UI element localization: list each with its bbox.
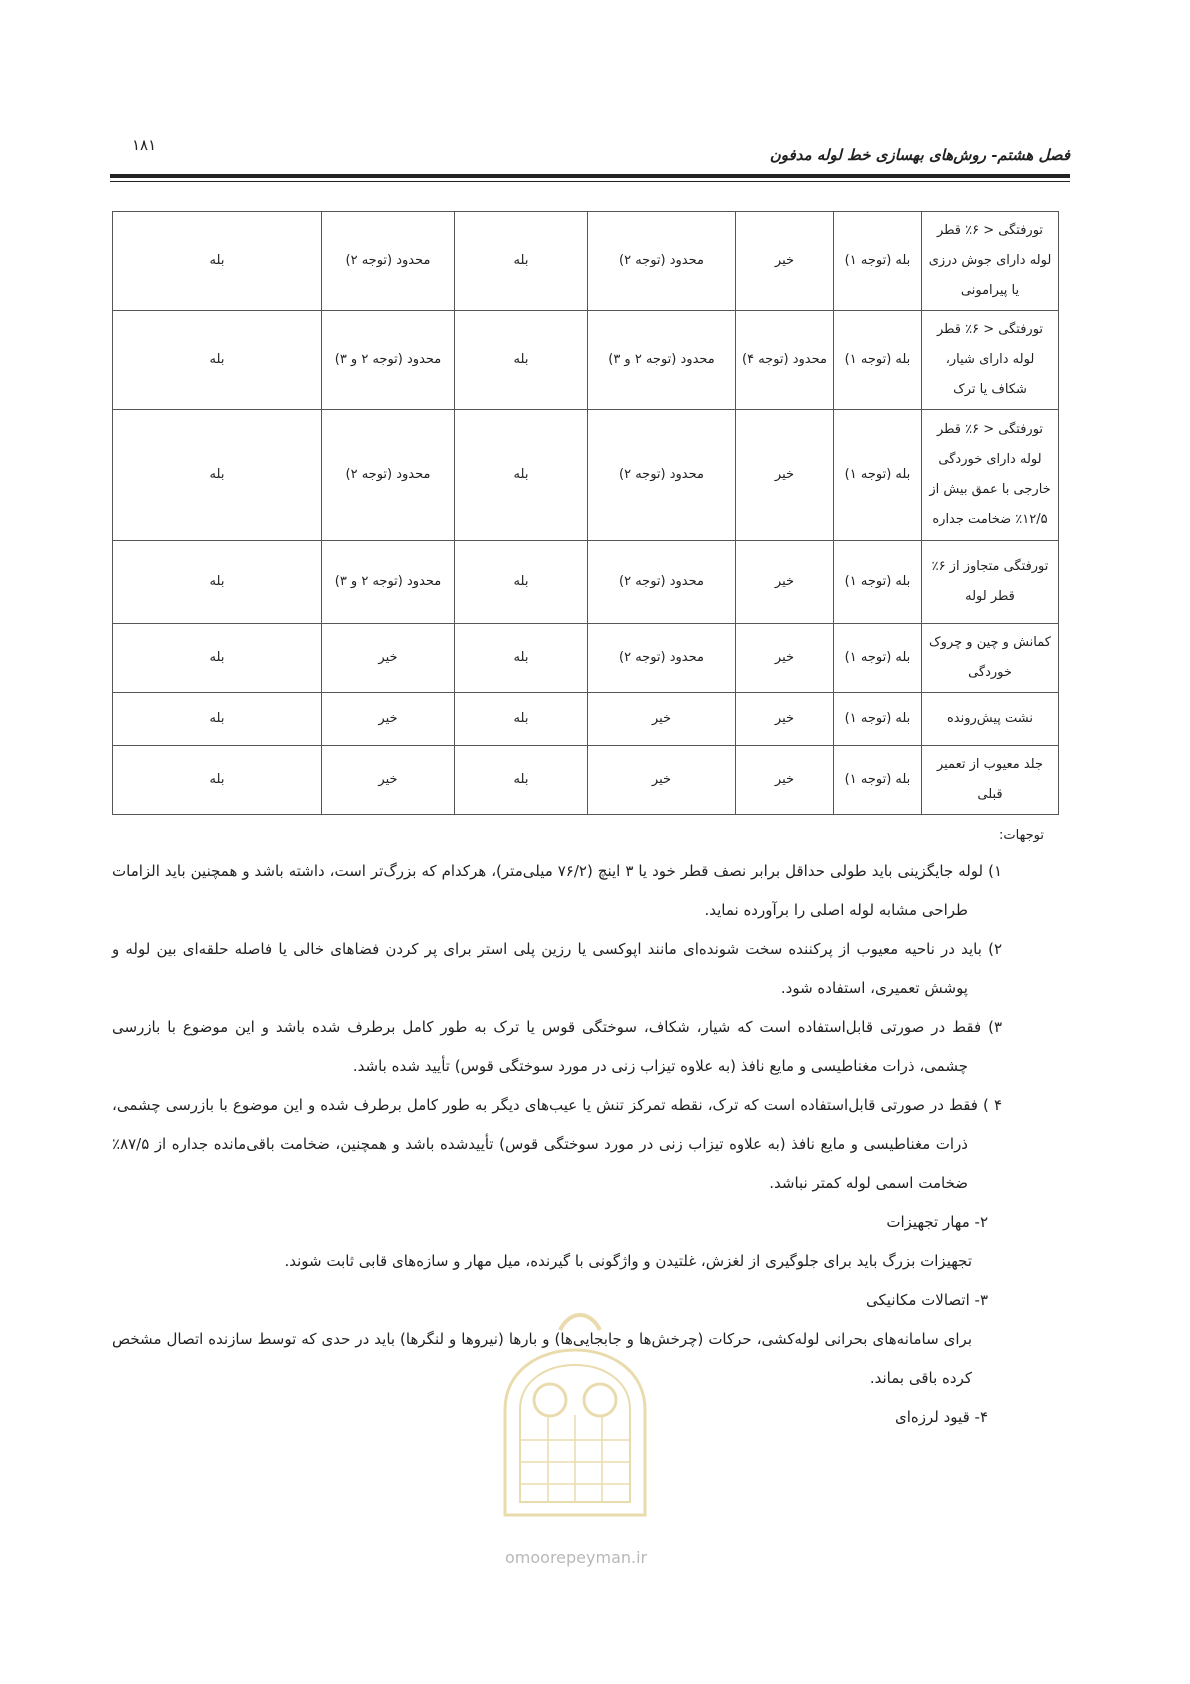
table-cell: بله <box>455 693 588 746</box>
table-cell: بله (توجه ۱) <box>834 212 922 311</box>
defect-cell: تورفتگی < ۶٪ قطر لوله دارای خوردگی خارجی با عمق بیش از ۱۲/۵٪ ضخامت جداره <box>922 410 1059 541</box>
notes-label: توجهات: <box>999 828 1044 843</box>
table-row <box>113 624 1059 693</box>
table-cell: بله <box>455 410 588 541</box>
table-cell: محدود (توجه ۲) <box>588 624 736 693</box>
table-cell: بله (توجه ۱) <box>834 746 922 815</box>
table-cell: بله <box>455 212 588 311</box>
table-cell: بله <box>113 624 322 693</box>
table-cell: بله <box>455 624 588 693</box>
table-cell: بله <box>113 311 322 410</box>
table-cell: محدود (توجه ۲) <box>588 541 736 624</box>
table-cell: خیر <box>736 624 834 693</box>
table-cell: محدود (توجه ۴) <box>736 311 834 410</box>
table-cell: بله <box>113 212 322 311</box>
note-1: ۱) لوله جایگزینی باید طولی حداقل برابر نصف قطر خود یا ۳ اینچ (۷۶/۲ میلی‌متر)، هرکدام که بزرگ‌تر است، داشته باشد و همچنین باید الزامات طراحی مشابه لوله اصلی را برآورده نماید. <box>112 862 1003 919</box>
table-cell: بله <box>113 541 322 624</box>
table-cell: خیر <box>322 746 455 815</box>
table-cell: محدود (توجه ۲) <box>322 212 455 311</box>
header-rule <box>110 174 1070 178</box>
defect-cell: تورفتگی < ۶٪ قطر لوله دارای شیار، شکاف یا ترک <box>922 311 1059 410</box>
defect-cell: کمانش و چین و چروک خوردگی <box>922 624 1059 693</box>
table-cell: خیر <box>322 693 455 746</box>
defect-cell: نشت پیش‌رونده <box>922 693 1059 746</box>
repair-methods-table <box>112 211 1059 815</box>
table-cell: بله <box>113 693 322 746</box>
table-cell: بله (توجه ۱) <box>834 693 922 746</box>
section-body-equipment-anchoring: تجهیزات بزرگ باید برای جلوگیری از لغزش، غلتیدن و واژگونی با گیرنده، میل مهار و سازه‌های قابی ثابت شوند. <box>284 1252 972 1270</box>
table-row <box>113 541 1059 624</box>
section-body-mechanical-joints: برای سامانه‌های بحرانی لوله‌کشی، حرکات (چرخش‌ها و جابجایی‌ها) و بارها (نیروها و لنگرها) باید در حدی که توسط سازنده اتصال مشخص کرده باقی بماند. <box>112 1330 972 1387</box>
table-cell: بله (توجه ۱) <box>834 624 922 693</box>
watermark-seal-icon <box>490 1290 660 1530</box>
table-cell: بله (توجه ۱) <box>834 541 922 624</box>
note-3: ۳) فقط در صورتی قابل‌استفاده است که شیار، شکاف، سوختگی قوس یا ترک به طور کامل برطرف شده باشد و این موضوع با بازرسی چشمی، ذرات مغناطیسی و مایع نافذ (به علاوه تیزاب زنی در مورد سوختگی قوس) تأیید شده باشد. <box>112 1018 1002 1075</box>
page-header <box>110 132 1070 172</box>
table-cell: بله <box>455 541 588 624</box>
table-cell: خیر <box>736 212 834 311</box>
table-cell: محدود (توجه ۲ و ۳) <box>322 311 455 410</box>
table-cell: خیر <box>588 693 736 746</box>
table-cell: محدود (توجه ۲ و ۳) <box>588 311 736 410</box>
section-heading-mechanical-joints: ۳- اتصالات مکانیکی <box>866 1291 988 1309</box>
note-2: ۲) باید در ناحیه معیوب از پرکننده سخت شونده‌ای مانند اپوکسی یا رزین پلی استر برای پر کردن فضاهای خالی یا فاصله حلقه‌ای بین لوله و پوشش تعمیری، استفاده شود. <box>112 940 1002 997</box>
defect-cell: تورفتگی متجاوز از ۶٪ قطر لوله <box>922 541 1059 624</box>
section-heading-equipment-anchoring: ۲- مهار تجهیزات <box>886 1213 988 1231</box>
table-cell: بله <box>455 311 588 410</box>
chapter-title: فصل هشتم- روش‌های بهسازی خط لوله مدفون <box>769 146 1070 164</box>
table-cell: خیر <box>736 693 834 746</box>
table-cell: محدود (توجه ۲) <box>322 410 455 541</box>
header-rule-thin <box>110 181 1070 182</box>
table-cell: محدود (توجه ۲) <box>588 212 736 311</box>
table-cell: محدود (توجه ۲) <box>588 410 736 541</box>
table-row <box>113 311 1059 410</box>
table-cell: محدود (توجه ۲ و ۳) <box>322 541 455 624</box>
defect-cell: جلد معیوب از تعمیر قبلی <box>922 746 1059 815</box>
table-cell: خیر <box>588 746 736 815</box>
table-row <box>113 410 1059 541</box>
table-cell: بله (توجه ۱) <box>834 410 922 541</box>
page-number: ۱۸۱ <box>132 136 157 154</box>
table-row <box>113 746 1059 815</box>
section-heading-seismic-restraints: ۴- قیود لرزه‌ای <box>895 1408 988 1426</box>
table-cell: بله <box>455 746 588 815</box>
defect-cell: تورفتگی < ۶٪ قطر لوله دارای جوش درزی یا پیرامونی <box>922 212 1059 311</box>
table-row <box>113 693 1059 746</box>
table-cell: بله <box>113 410 322 541</box>
table-cell: خیر <box>736 746 834 815</box>
table-cell: خیر <box>736 410 834 541</box>
table-cell: خیر <box>322 624 455 693</box>
table-cell: خیر <box>736 541 834 624</box>
table-row <box>113 212 1059 311</box>
watermark-url: omoorepeyman.ir <box>505 1548 648 1567</box>
table-cell: بله <box>113 746 322 815</box>
note-4: ۴ ) فقط در صورتی قابل‌استفاده است که ترک، نقطه تمرکز تنش یا عیب‌های دیگر به طور کامل برطرف شده و این موضوع با بازرسی چشمی، ذرات مغناطیسی و مایع نافذ (به علاوه تیزاب زنی در مورد سوختگی قوس) تأییدشده باشد و همچنین، ضخامت باقی‌مانده جداره از ۸۷/۵٪ ضخامت اسمی لوله کمتر نباشد. <box>112 1096 1002 1192</box>
table-cell: بله (توجه ۱) <box>834 311 922 410</box>
